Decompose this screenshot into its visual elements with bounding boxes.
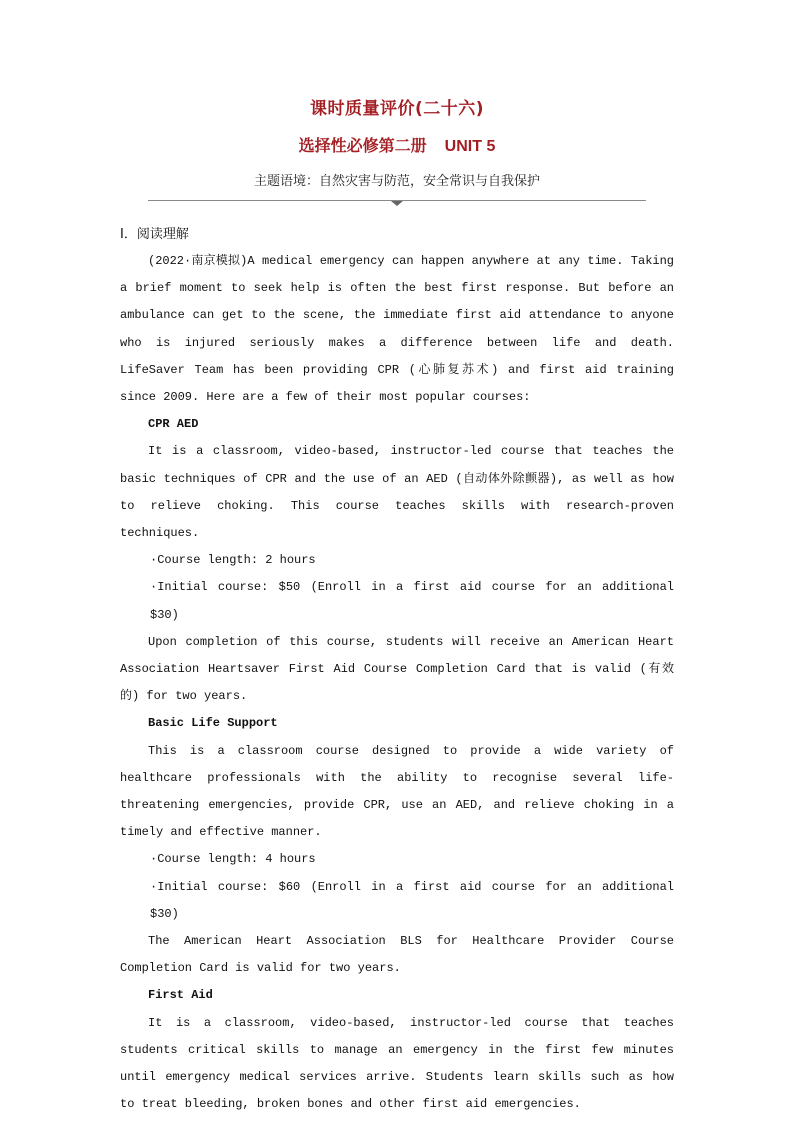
page-subtitle — [0, 133, 794, 156]
theme-context: 主题语境：自然灾害与防范，安全常识与自我保护 — [253, 174, 540, 189]
reading-passage — [120, 248, 674, 1119]
course-note: Upon completion of this course, students will receive an American Heart Association Heartsaver First Aid Course Completion Card that is valid (有效的) for two years. — [120, 634, 674, 704]
subtitle-unit: UNIT 5 — [444, 138, 496, 155]
course-note: The American Heart Association BLS for Healthcare Provider Course Completion Card is valid for two years. — [120, 934, 674, 976]
course-heading-first-aid: First Aid — [148, 988, 213, 1003]
course-description: It is a classroom, video-based, instructor-led course that teaches the basic techniques of CPR and the use of an AED (自动体外除颤器), as well as how to relieve choking. This course teaches skills with research-proven techniques. — [120, 444, 674, 541]
course-description: It is a classroom, video-based, instructor-led course that teaches students critical skills to manage an emergency in the first few minutes until emergency medical services arrive. Students learn skills such as how to treat bleeding, broken bones and other first aid emergencies. — [120, 1015, 674, 1112]
course-length: ·Course length: 2 hours — [150, 553, 316, 568]
course-heading-cpr-aed: CPR AED — [148, 417, 199, 432]
course-fee: ·Initial course: $60 (Enroll in a first aid course for an additional $30) — [150, 879, 674, 921]
course-length: ·Course length: 4 hours — [150, 852, 316, 867]
course-fee: ·Initial course: $50 (Enroll in a first aid course for an additional $30) — [150, 580, 674, 622]
passage-intro: (2022·南京模拟)A medical emergency can happen anywhere at any time. Taking a brief moment to seek help is often the best first response. But before an ambulance can get to the scene, the immediate first aid attendance to anyone who is injured seriously makes a difference between life and death. LifeSaver Team has been providing CPR (心肺复苏术) and first aid training since 2009. Here are a few of their most popular courses: — [120, 254, 674, 405]
subtitle-book: 选择性必修第二册 — [298, 136, 427, 155]
page-title: 课时质量评价(二十六) — [309, 99, 485, 119]
course-heading-basic-life-support: Basic Life Support — [148, 716, 278, 731]
section-heading: Ⅰ．阅读理解 — [120, 227, 189, 242]
course-description: This is a classroom course designed to provide a wide variety of healthcare professionals with the ability to recognise several life-threatening emergencies, provide CPR, use an AED, and relieve choking in a timely and effective manner. — [120, 743, 674, 840]
divider-marker-icon — [391, 201, 403, 206]
